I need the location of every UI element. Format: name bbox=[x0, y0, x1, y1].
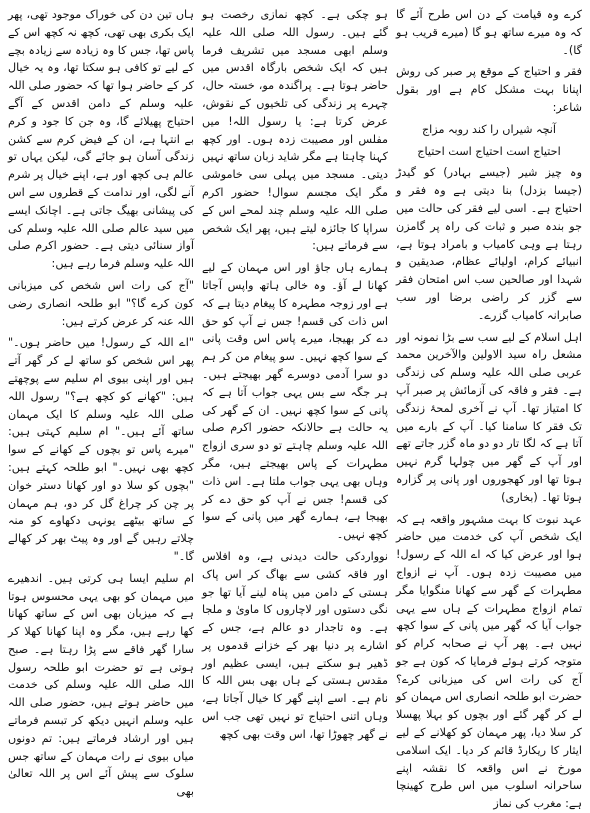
paragraph: فقر و احتیاج کے موقع پر صبر کی روش اپنانا بہت مشکل کام ہے اور بقول شاعر: bbox=[396, 65, 582, 114]
paragraph: ام سلیم ایسا ہی کرتی ہیں۔ اندھیرے میں مہمان کو بھی یہی محسوس ہوتا ہے کہ میزبان بھی اس کے ساتھ کھانا کھا رہے ہیں، مگر وہ اپنا کھانا کھلا کر سارا گھر فاقے سے پڑا رہتا ہے۔ صبح ہوتی ہے تو حضرت ابو طلحہ رسول اللہ صلی اللہ علیہ وسلم کی خدمت میں حاضر ہوتے ہیں، حضور صلی اللہ علیہ وسلم انہیں دیکھ کر تبسم فرماتے ہیں اور ارشاد فرماتے ہیں: تم دونوں میاں بیوی نے رات مہمان کے ساتھ جس سلوک سے پیش آئے اس پر اللہ تعالیٰ بھی bbox=[8, 571, 194, 799]
paragraph: نوواردکی حالت دیدنی ہے، وہ افلاس اور فاقہ کشی سے بھاگ کر اس پاک ہستی کے دامن میں پناہ لینے آیا تھا جو نگی دستوں اور لاچاروں کا ماویٰ و ملجا ہے۔ وہ تاجدار دو عالم ہے، جس کے اشارے پر دنیا بھر کے خزانے قدموں پر ڈھیر ہو سکتے ہیں، ایسی عظیم اور مقدس ہستی کے ہاں بھی بس اللہ کا نام ہے۔ اسے اپنے گھر کا خیال آجاتا ہے، وہاں اتنی احتیاج تو نہیں تھی جب اس نے گھر چھوڑا تھا، اس وقت بھی کچھ bbox=[202, 549, 388, 741]
paragraph: ہو چکی ہے۔ کچھ نمازی رخصت ہو گئے ہیں۔ رسول اللہ صلی اللہ علیہ وسلم ابھی مسجد میں تشریف فرما ہیں کہ ایک شخص بارگاہ اقدس میں حاضر ہوتا ہے۔ پراگندہ مو، خستہ حال، چہرے پر زندگی کی تلخیوں کے نقوش، عرض کرتا ہے: یا رسول اللہ! میں مفلس اور مصیبت زدہ ہوں۔ اور کچھ کہنا چاہتا ہے مگر شاید زبان ساتھ نہیں دیتی۔ مسجد میں پہلی سی خاموشی مگر ایک مجسم سوال! حضور اکرم صلی اللہ علیہ وسلم چند لمحے اس کے سراپا کا جائزہ لیتے ہیں، پھر ایک شخص سے فرماتے ہیں: bbox=[202, 8, 388, 253]
paragraph: ہمارے ہاں جاؤ اور اس مہمان کے لیے کھانا لے آؤ۔ وہ خالی ہاتھ واپس آجاتا ہے اور زوجہ مطہرہ کا پیغام دیتا ہے کہ اس ذات کی قسم! جس نے آپ کو حق دے کر بھیجا، میرے پاس اس وقت پانی کے سوا کچھ نہیں۔ سو پیغام من کر ہم دو سرا آدمی دوسرے گھر بھیجتے ہیں۔ ہر جگہ سے بس یہی جواب آتا ہے کہ پانی کے سوا کچھ نہیں۔ ان کے گھر کی یہ حالت ہے حالانکہ حضور اکرم صلی اللہ علیہ وسلم چاہتے تو دو سری ازواج مطہرات کے پاس بھیجتے ہیں، مگر وہاں بھی یہی جواب ملتا ہے۔ اس ذات کی قسم! جس نے آپ کو حق دے کر بھیجا ہے، ہمارے گھر میں پانی کے سوا کچھ نہیں۔ bbox=[202, 261, 388, 542]
text-columns bbox=[8, 6, 582, 811]
paragraph: ہاں تین دن کی خوراک موجود تھی، پھر ایک بکری بھی تھی، کچھ نہ کچھ اس کے پاس تھا، جس کا وہ زیادہ سے زیادہ بچے کے لیے تو کافی ہو سکتا تھا، وہ یہ خیال کر کے حاضر ہوا تھا کہ حضور صلی اللہ علیہ وسلم کے دامن اقدس کے آگے احتیاج پھیلائے گا، وہ جن کا جود و کرم بے انتہا ہے، ان کے فیض کرم سے کشن زندگی آسان ہو جائے گی، لیکن یہاں تو عالم ہی کچھ اور ہے، اپنے خیال پر شرم آنے لگی، اور ندامت کے قطروں سے اس کی پیشانی بھیگ جاتی ہے۔ اچانک ایسے میں سید عالم صلی اللہ علیہ وسلم کی آواز سنائی دیتی ہے۔ حضور اکرم صلی اللہ علیہ وسلم فرما رہے ہیں: bbox=[8, 8, 194, 271]
paragraph: "آج کی رات اس شخص کی میزبانی کون کرے گا؟" ابو طلحہ انصاری رضی اللہ عنہ کر عرض کرتے ہیں: bbox=[8, 278, 194, 328]
verse-line: احتیاج است احتیاج است احتیاج bbox=[417, 144, 561, 158]
verse-line: آنچہ شیراں را کند روبہ مزاج bbox=[421, 122, 557, 136]
text-column-left bbox=[8, 6, 194, 799]
paragraph: "اے اللہ کے رسول! میں حاضر ہوں۔" پھر اس شخص کو ساتھ لے کر گھر آتے ہیں اور اپنی بیوی ام سلیم سے پوچھتے ہیں: "کھانے کو کچھ ہے؟" رسول اللہ صلی اللہ علیہ وسلم کا ایک مہمان ساتھ آئے ہیں۔" ام سلیم کہتی ہیں: "میرے پاس تو بچوں کے کھانے کے سوا کچھ بھی نہیں۔" ابو طلحہ کہتے ہیں: "بچوں کو سلا دو اور کھانا دستر خوان پر چن کر چراغ گل کر دو، ہم مہمان کے ساتھ بیٹھے یونہی دکھاوے کو منہ چلاتے رہیں گے اور وہ پیٹ بھر کر کھالے گا۔" bbox=[8, 336, 194, 563]
paragraph: وہ چیز شیر (جیسے بہادر) کو گیدڑ (جیسا بزدل) بنا دیتی ہے وہ فقر و احتیاج ہے۔ اسی لیے فقر کی حالت میں جو بندہ صبر و ثبات کی راہ پر گامزن رہتا ہے وہی کامیاب و بامراد ہوتا ہے، انبیائے کرام، اولیائے عظام، صدیقین و شہدا اور صالحین سب اس امتحان فقر سے گزر کر راضی برضا اور سب صابرانہ کامیاب گزرے۔ bbox=[396, 166, 582, 322]
text-column-right bbox=[396, 6, 582, 811]
paragraph: اہل اسلام کے لیے سب سے بڑا نمونہ اور مشعل راہ سید الاولین والآخرین محمد عربی صلی اللہ علیہ وسلم کی زندگی ہے۔ فقر و فاقہ کی آزمائش پر صبر آپ کا امتیاز تھا۔ آپ نے آخری لمحۂ زندگی تک فقر کا سامنا کیا۔ آپ کے بارے میں آتا ہے کہ لگا تار دو دو ماہ گزر جاتے تھے اور آپ کے گھر میں چولہا گرم نہیں ہوتا تھا اور کھجوروں اور پانی پر گزارہ ہوتا تھا۔ (بخاری) bbox=[396, 330, 582, 504]
paragraph: عہد نبوت کا بہت مشہور واقعہ ہے کہ ایک شخص آپ کی خدمت میں حاضر ہوا اور عرض کیا کہ اے اللہ کے رسول! میں مصیبت زدہ ہوں۔ آپ نے ازواج مطہرات کے گھر سے کھانا منگوایا مگر تمام ازواج مطہرات کے ہاں سے یہی جواب آیا کہ گھر میں پانی کے سوا کچھ نہیں ہے۔ پھر آپ نے صحابہ کرام کو متوجہ کرتے ہوئے فرمایا کہ کون ہے جو آج کی رات اس کی میزبانی کرے؟ حضرت ابو طلحہ انصاری اس مہمان کو لے کر گھر گئے اور بچوں کو بہلا پھسلا کر سلا دیا، پھر مہمان کو کھلانے کے لیے ایثار کا ریکارڈ قائم کر دیا۔ ایک اسلامی مورخ نے اس واقعہ کا نقشہ اپنے ساحرانہ اسلوب میں اس طرح کھینچا ہے: مغرب کی نماز bbox=[396, 512, 582, 811]
paragraph: کرے وہ قیامت کے دن اس طرح آئے گا کہ وہ میرے ساتھ ہو گا (میرے قریب ہو گا)۔ bbox=[396, 8, 582, 57]
text-column-middle bbox=[202, 6, 388, 769]
